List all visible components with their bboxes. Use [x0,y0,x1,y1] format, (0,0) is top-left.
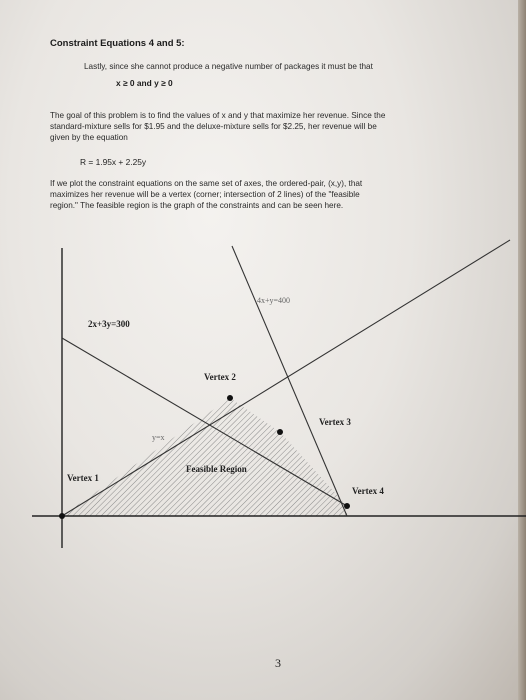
plot-line-3: region." The feasible region is the graph of the constraints and can be seen here. [50,201,344,210]
goal-line-2: standard-mixture sells for $1.95 and the deluxe-mixture sells for $2.25, her revenue will be [50,122,377,131]
goal-line-1: The goal of this problem is to find the values of x and y that maximize her revenue. Since the [50,111,386,120]
revenue-equation: R = 1.95x + 2.25y [80,157,147,167]
label-feasible-region: Feasible Region [186,464,247,474]
plot-line-1: If we plot the constraint equations on the same set of axes, the ordered-pair, (x,y), that [50,179,363,188]
plot-line-2: maximizes her revenue will be a vertex (corner; intersection of 2 lines) of the "feasible [50,190,360,199]
intro-text: Lastly, since she cannot produce a negative number of packages it must be that [84,62,373,71]
label-y-x: y=x [152,433,165,442]
label-vertex-4: Vertex 4 [352,486,384,496]
vertex-4-point [344,503,350,509]
label-vertex-1: Vertex 1 [67,473,99,483]
goal-line-3: given by the equation [50,133,128,142]
vertex-2-point [227,395,233,401]
section-heading: Constraint Equations 4 and 5: [50,38,185,49]
label-2x-3y-300: 2x+3y=300 [88,319,130,329]
label-4x-y-400: 4x+y=400 [257,296,291,305]
label-vertex-2: Vertex 2 [204,372,236,382]
label-vertex-3: Vertex 3 [319,417,351,427]
vertex-3-point [277,429,283,435]
page-number: 3 [275,656,281,670]
nonnegativity-constraint: x ≥ 0 and y ≥ 0 [116,78,173,88]
vertex-1-point [59,513,65,519]
